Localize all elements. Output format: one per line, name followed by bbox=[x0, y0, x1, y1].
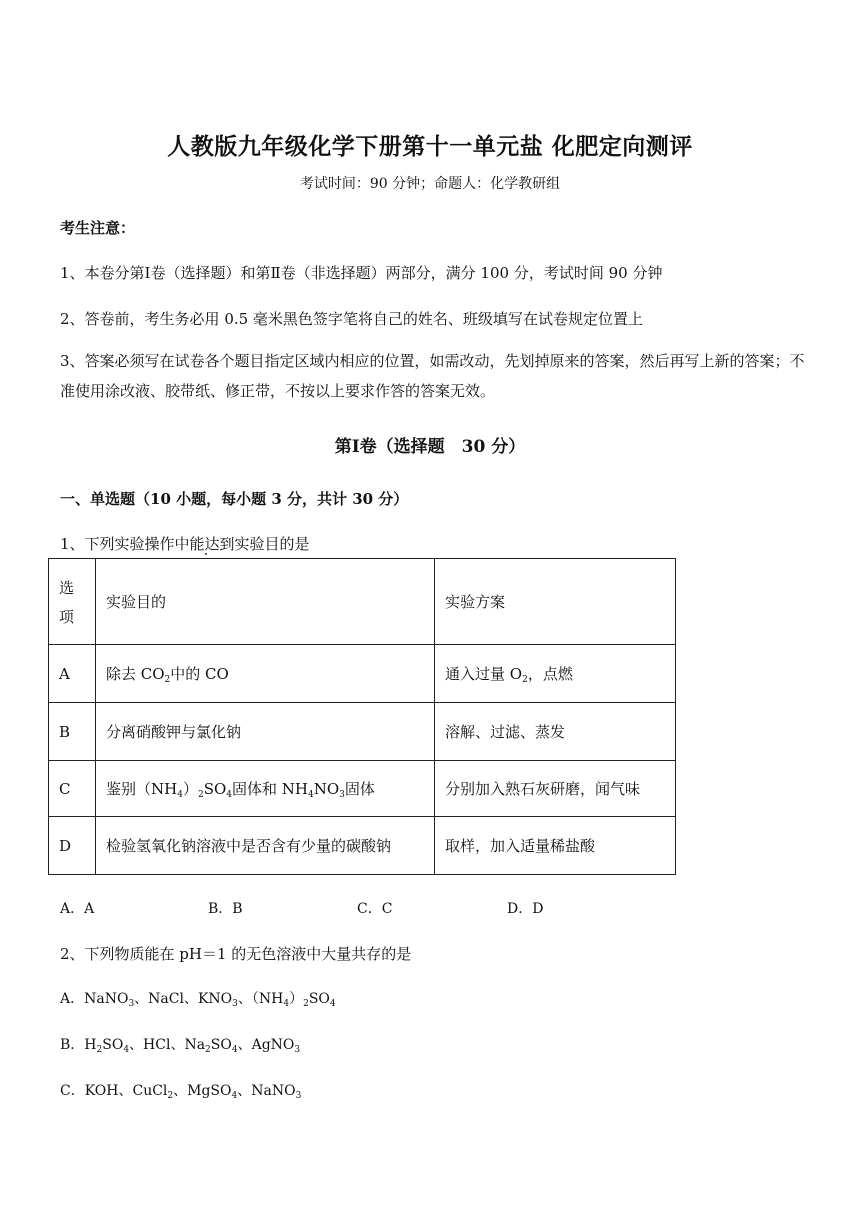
question-2-stem: 2、下列物质能在 pH＝1 的无色溶液中大量共存的是 bbox=[60, 945, 412, 963]
q1-option-a[interactable]: A．A bbox=[60, 901, 95, 917]
notice-heading: 考生注意： bbox=[60, 219, 136, 237]
question-1-stem: 1、下列实验操作中能达到实验目的是 bbox=[60, 535, 310, 553]
header-goal-cell: 实验目的 bbox=[96, 559, 435, 645]
notice-item-1: 1、本卷分第Ⅰ卷（选择题）和第Ⅱ卷（非选择题）两部分，满分 100 分，考试时间 90 分钟 bbox=[60, 264, 663, 282]
header-option-cell: 选 项 bbox=[49, 559, 96, 645]
part-title: 一、单选题（10 小题，每小题 3 分，共计 30 分） bbox=[60, 490, 409, 508]
q1-option-c[interactable]: C．C bbox=[357, 901, 393, 917]
table-row: B 分离硝酸钾与氯化钠 溶解、过滤、蒸发 bbox=[49, 703, 676, 761]
table-row: C 鉴别$(NH_4)_2SO_4$固体和 $NH_4NO_3$固体 分别加入熟石灰研磨，闻气味 bbox=[49, 761, 676, 817]
q1-option-d[interactable]: D．D bbox=[507, 901, 544, 917]
q2-option-b[interactable]: B．$H_2SO_4$、HCl、$Na_2SO_4$、AgNO$_3$ bbox=[60, 1037, 301, 1055]
question-1-table bbox=[48, 558, 676, 875]
table-row: D 检验氢氧化钠溶液中是否含有少量的碳酸钠 取样，加入适量稀盐酸 bbox=[49, 817, 676, 875]
q1-option-b[interactable]: B．B bbox=[208, 901, 243, 917]
table-row: A 除去 $CO_2$中的 CO 通入过量 $O_2$，点燃 bbox=[49, 645, 676, 703]
q2-option-c[interactable]: C．KOH、CuCl$_2$、MgSO$_4$、NaNO$_3$ bbox=[60, 1083, 302, 1101]
table-header-row bbox=[49, 559, 676, 645]
page-title: 人教版九年级化学下册第十一单元盐 化肥定向测评 bbox=[167, 133, 693, 160]
q2-option-a[interactable]: A．NaNO$_3$、NaCl、$KNO_3$、$(NH_4)_2SO_4$ bbox=[60, 991, 336, 1009]
exam-info: 考试时间：90 分钟；命题人：化学教研组 bbox=[299, 176, 561, 192]
header-plan-cell: 实验方案 bbox=[435, 559, 676, 645]
section-title: 第Ⅰ卷（选择题 30 分） bbox=[334, 437, 526, 457]
notice-item-2: 2、答卷前，考生务必用 0.5 毫米黑色签字笔将自己的姓名、班级填写在试卷规定位置上 bbox=[60, 310, 643, 328]
notice-item-3: 3、答案必须写在试卷各个题目指定区域内相应的位置，如需改动，先划掉原来的答案，然后再写上新的答案；不准使用涂改液、胶带纸、修正带，不按以上要求作答的答案无效。 bbox=[60, 352, 805, 400]
emphasis-dot bbox=[205, 553, 207, 555]
